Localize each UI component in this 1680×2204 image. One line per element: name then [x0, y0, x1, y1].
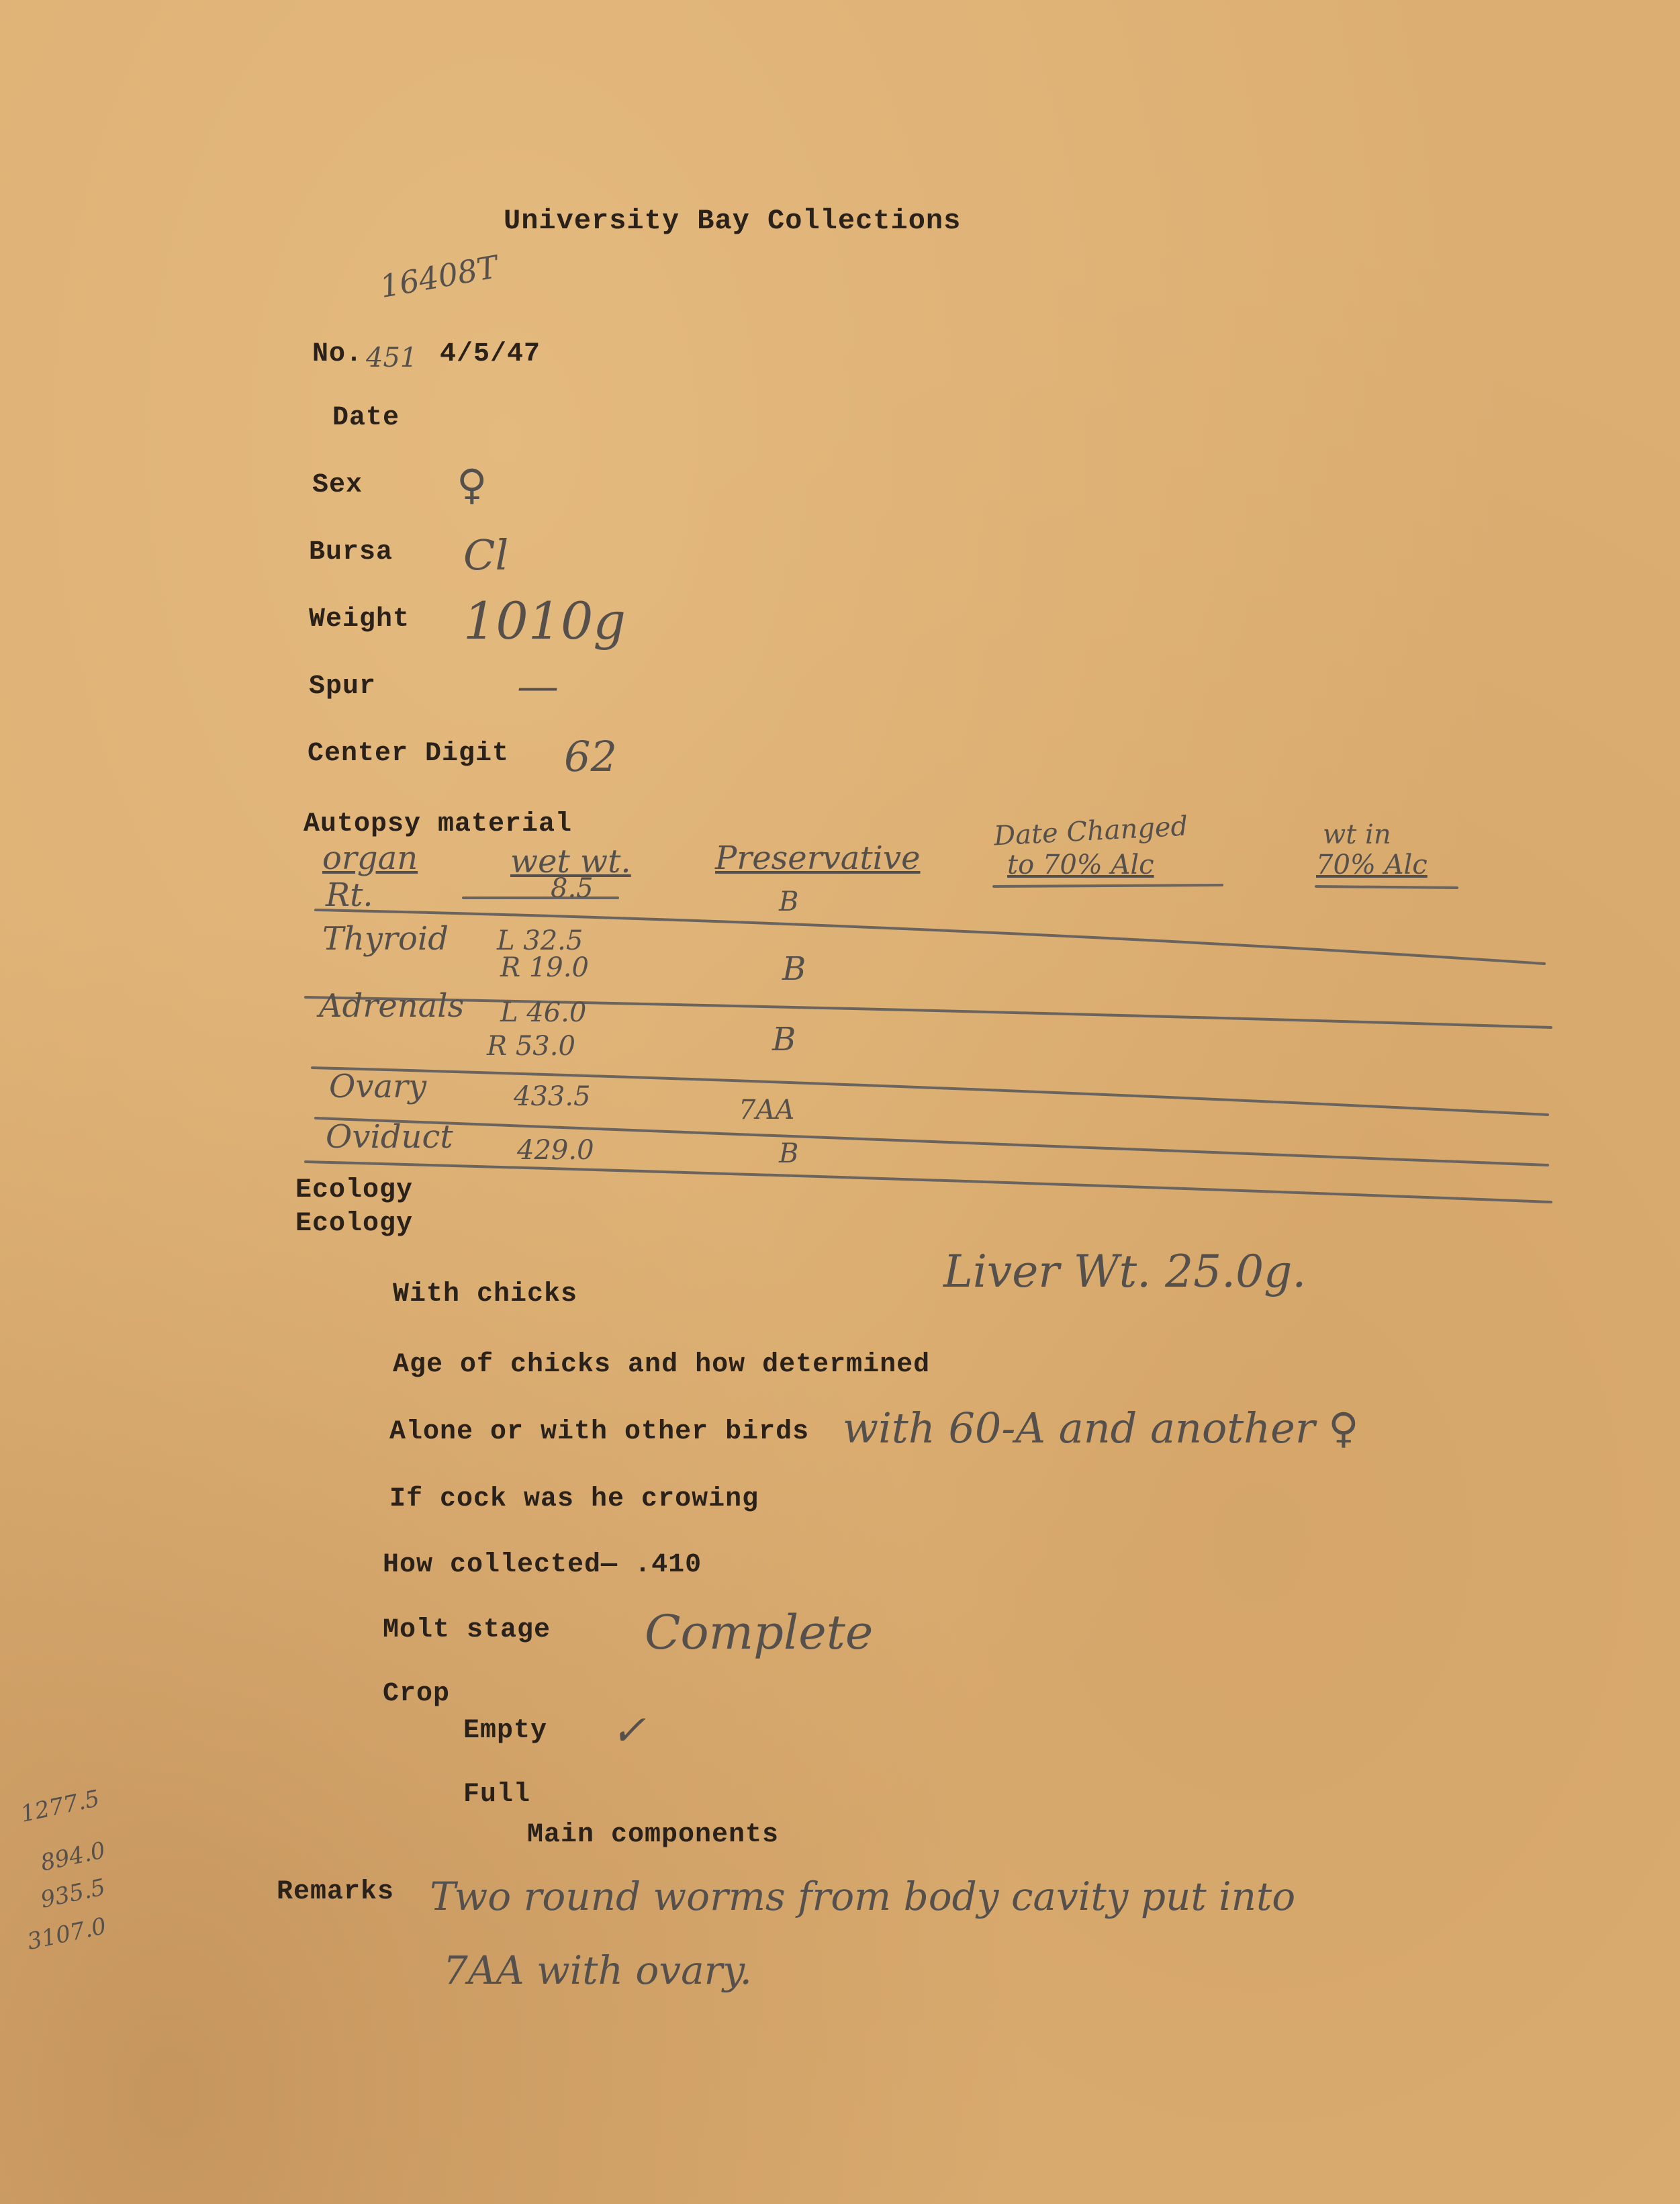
empty-label: Empty — [463, 1716, 548, 1746]
main-components-label: Main components — [527, 1820, 780, 1850]
age-of-chicks-label: Age of chicks and how determined — [393, 1350, 931, 1380]
form-title: University Bay Collections — [504, 205, 962, 237]
if-cock-label: If cock was he crowing — [389, 1484, 759, 1514]
crop-label: Crop — [383, 1679, 451, 1709]
specimen-number-top: 16408T — [377, 248, 501, 305]
row-wt1: L 32.5 — [497, 925, 584, 956]
autopsy-label: Autopsy material — [304, 809, 573, 839]
sex-value: ♀ — [457, 460, 487, 509]
center-digit-label: Center Digit — [308, 739, 510, 769]
ecology-label-1: Ecology — [295, 1175, 414, 1205]
spur-label: Spur — [309, 672, 377, 702]
row-organ: Ovary — [329, 1068, 427, 1105]
spur-value: — — [517, 661, 559, 710]
row-organ: Oviduct — [326, 1118, 453, 1156]
row-preservative: B — [772, 1021, 796, 1058]
specimen-number-left: 451 — [366, 342, 418, 373]
remarks-label: Remarks — [277, 1877, 395, 1907]
date-label: Date — [332, 403, 400, 433]
row-preservative: B — [779, 886, 799, 917]
row-preservative: 7AA — [739, 1095, 795, 1126]
center-digit-value: 62 — [564, 732, 617, 781]
col-header-wt-in-2: 70% Alc — [1316, 850, 1428, 880]
row-preservative: B — [782, 950, 806, 988]
row-wt1: 429.0 — [517, 1135, 594, 1166]
remarks-line-2: 7AA with ovary. — [443, 1947, 752, 1993]
with-chicks-label: With chicks — [393, 1279, 578, 1310]
col-header-date-changed-2: to 70% Alc — [1007, 850, 1154, 880]
how-collected-label: How collected— .410 — [383, 1550, 702, 1580]
row-organ: Thyroid — [322, 920, 449, 958]
row-organ: Adrenals — [319, 987, 465, 1025]
row-wt2: R 53.0 — [487, 1031, 575, 1062]
row-wt1: L 46.0 — [500, 997, 587, 1028]
row-organ: Rt. — [326, 876, 373, 914]
ecology-label-2: Ecology — [295, 1209, 414, 1239]
weight-value: 1010g — [463, 591, 626, 651]
col-header-date-changed-1: Date Changed — [992, 811, 1189, 852]
col-header-organ: organ — [322, 839, 418, 877]
row-wt1: 8.5 — [551, 873, 594, 904]
typed-date: 4/5/47 — [440, 339, 541, 369]
molt-stage-value: Complete — [645, 1605, 874, 1660]
bursa-label: Bursa — [309, 537, 393, 567]
alone-or-with-label: Alone or with other birds — [389, 1417, 810, 1447]
alone-or-with-value: with 60-A and another ♀ — [843, 1404, 1359, 1453]
empty-check: ✓ — [611, 1706, 646, 1755]
remarks-line-1: Two round worms from body cavity put into — [430, 1874, 1296, 1919]
full-label: Full — [463, 1780, 531, 1810]
row-wt2: R 19.0 — [500, 952, 589, 983]
margin-figure: 894.0 — [38, 1837, 108, 1877]
bursa-value: Cl — [463, 531, 509, 580]
sex-label: Sex — [312, 470, 363, 500]
col-header-preservative: Preservative — [715, 839, 921, 877]
row-wt1: 433.5 — [514, 1081, 591, 1112]
weight-label: Weight — [309, 604, 410, 635]
liver-weight-note: Liver Wt. 25.0g. — [943, 1246, 1307, 1297]
margin-figure: 935.5 — [38, 1874, 108, 1914]
margin-figure: 1277.5 — [18, 1785, 102, 1828]
margin-figure: 3107.0 — [25, 1913, 109, 1956]
row-preservative: B — [779, 1138, 799, 1169]
col-header-wet-wt: wet wt. — [510, 843, 631, 880]
no-label: No. — [312, 339, 363, 369]
molt-stage-label: Molt stage — [383, 1615, 551, 1645]
col-header-wt-in-1: wt in — [1323, 819, 1391, 850]
